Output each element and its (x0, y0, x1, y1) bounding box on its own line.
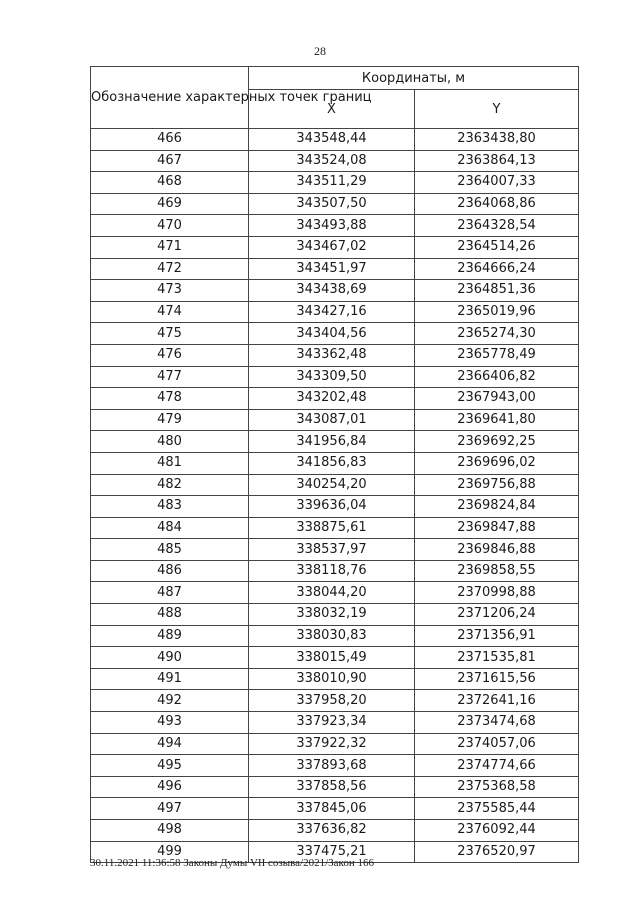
x-coordinate-cell: 343548,44 (249, 129, 415, 151)
point-id-cell: 470 (91, 215, 249, 237)
point-id-cell: 477 (91, 366, 249, 388)
x-coordinate-cell: 338537,97 (249, 539, 415, 561)
point-id-cell: 487 (91, 582, 249, 604)
point-id-cell: 480 (91, 431, 249, 453)
point-id-cell: 482 (91, 474, 249, 496)
table-row (91, 452, 579, 474)
y-coordinate-cell: 2369696,02 (415, 452, 579, 474)
point-id-cell: 496 (91, 776, 249, 798)
x-coordinate-cell: 343524,08 (249, 150, 415, 172)
table-row (91, 344, 579, 366)
point-id-cell: 493 (91, 712, 249, 734)
point-id-cell: 489 (91, 625, 249, 647)
y-coordinate-cell: 2364328,54 (415, 215, 579, 237)
table-row (91, 560, 579, 582)
table-row (91, 647, 579, 669)
point-id-cell: 497 (91, 798, 249, 820)
y-coordinate-cell: 2369847,88 (415, 517, 579, 539)
table-row (91, 668, 579, 690)
point-id-cell: 479 (91, 409, 249, 431)
y-coordinate-cell: 2365778,49 (415, 344, 579, 366)
table-body (91, 129, 579, 863)
x-coordinate-cell: 338044,20 (249, 582, 415, 604)
table-row (91, 690, 579, 712)
y-coordinate-cell: 2375368,58 (415, 776, 579, 798)
point-id-cell: 491 (91, 668, 249, 690)
y-coordinate-cell: 2364851,36 (415, 280, 579, 302)
y-coordinate-cell: 2371356,91 (415, 625, 579, 647)
x-header: X (249, 90, 415, 129)
point-id-cell: 468 (91, 172, 249, 194)
y-coordinate-cell: 2371615,56 (415, 668, 579, 690)
table-row (91, 798, 579, 820)
y-coordinate-cell: 2363438,80 (415, 129, 579, 151)
y-coordinate-cell: 2369824,84 (415, 496, 579, 518)
y-coordinate-cell: 2365274,30 (415, 323, 579, 345)
x-coordinate-cell: 340254,20 (249, 474, 415, 496)
table-row (91, 388, 579, 410)
footer-stamp: 30.11.2021 11:36:58 Законы Думы VII созыва/2021/Закон 166 (90, 857, 374, 869)
y-coordinate-cell: 2376520,97 (415, 841, 579, 863)
x-coordinate-cell: 343202,48 (249, 388, 415, 410)
table-row (91, 474, 579, 496)
x-coordinate-cell: 343309,50 (249, 366, 415, 388)
point-id-cell: 478 (91, 388, 249, 410)
x-coordinate-cell: 343451,97 (249, 258, 415, 280)
x-coordinate-cell: 343427,16 (249, 301, 415, 323)
table-row (91, 236, 579, 258)
point-id-cell: 467 (91, 150, 249, 172)
x-coordinate-cell: 343467,02 (249, 236, 415, 258)
table-header (91, 67, 579, 129)
point-id-cell: 469 (91, 193, 249, 215)
table-row (91, 150, 579, 172)
point-id-cell: 495 (91, 755, 249, 777)
point-id-cell: 472 (91, 258, 249, 280)
point-id-cell: 483 (91, 496, 249, 518)
x-coordinate-cell: 337636,82 (249, 820, 415, 842)
x-coordinate-cell: 338010,90 (249, 668, 415, 690)
coordinates-table (90, 66, 579, 863)
y-header: Y (415, 90, 579, 129)
y-coordinate-cell: 2369756,88 (415, 474, 579, 496)
point-id-cell: 490 (91, 647, 249, 669)
x-coordinate-cell: 337845,06 (249, 798, 415, 820)
point-id-cell: 499 (91, 841, 249, 863)
point-id-cell: 474 (91, 301, 249, 323)
table-row (91, 301, 579, 323)
table-row (91, 215, 579, 237)
x-coordinate-cell: 343438,69 (249, 280, 415, 302)
point-id-cell: 488 (91, 604, 249, 626)
y-coordinate-cell: 2374774,66 (415, 755, 579, 777)
x-coordinate-cell: 337922,32 (249, 733, 415, 755)
x-coordinate-cell: 337958,20 (249, 690, 415, 712)
x-coordinate-cell: 343493,88 (249, 215, 415, 237)
table-row (91, 496, 579, 518)
x-coordinate-cell: 338030,83 (249, 625, 415, 647)
table-row (91, 323, 579, 345)
table-row (91, 712, 579, 734)
y-coordinate-cell: 2365019,96 (415, 301, 579, 323)
point-id-cell: 471 (91, 236, 249, 258)
table-row (91, 582, 579, 604)
point-id-cell: 494 (91, 733, 249, 755)
x-coordinate-cell: 338015,49 (249, 647, 415, 669)
table-row (91, 539, 579, 561)
table-row (91, 755, 579, 777)
table-row (91, 172, 579, 194)
point-id-cell: 498 (91, 820, 249, 842)
point-id-cell: 466 (91, 129, 249, 151)
y-coordinate-cell: 2366406,82 (415, 366, 579, 388)
designation-header: Обозначение характерных точек границ (91, 67, 249, 129)
x-coordinate-cell: 337923,34 (249, 712, 415, 734)
x-coordinate-cell: 339636,04 (249, 496, 415, 518)
y-coordinate-cell: 2369846,88 (415, 539, 579, 561)
x-coordinate-cell: 337893,68 (249, 755, 415, 777)
point-id-cell: 473 (91, 280, 249, 302)
table-row (91, 625, 579, 647)
x-coordinate-cell: 341856,83 (249, 452, 415, 474)
x-coordinate-cell: 343362,48 (249, 344, 415, 366)
table-row (91, 733, 579, 755)
table-row (91, 820, 579, 842)
table-row (91, 193, 579, 215)
y-coordinate-cell: 2376092,44 (415, 820, 579, 842)
y-coordinate-cell: 2371206,24 (415, 604, 579, 626)
x-coordinate-cell: 337475,21 (249, 841, 415, 863)
point-id-cell: 486 (91, 560, 249, 582)
table-row (91, 431, 579, 453)
table-row (91, 258, 579, 280)
x-coordinate-cell: 338875,61 (249, 517, 415, 539)
x-coordinate-cell: 338118,76 (249, 560, 415, 582)
table-row (91, 517, 579, 539)
x-coordinate-cell: 338032,19 (249, 604, 415, 626)
y-coordinate-cell: 2369641,80 (415, 409, 579, 431)
point-id-cell: 475 (91, 323, 249, 345)
x-coordinate-cell: 341956,84 (249, 431, 415, 453)
x-coordinate-cell: 343507,50 (249, 193, 415, 215)
y-coordinate-cell: 2370998,88 (415, 582, 579, 604)
table-row (91, 776, 579, 798)
y-coordinate-cell: 2372641,16 (415, 690, 579, 712)
y-coordinate-cell: 2367943,00 (415, 388, 579, 410)
y-coordinate-cell: 2364068,86 (415, 193, 579, 215)
y-coordinate-cell: 2374057,06 (415, 733, 579, 755)
point-id-cell: 485 (91, 539, 249, 561)
table-row (91, 409, 579, 431)
x-coordinate-cell: 337858,56 (249, 776, 415, 798)
y-coordinate-cell: 2373474,68 (415, 712, 579, 734)
y-coordinate-cell: 2364007,33 (415, 172, 579, 194)
table-row (91, 129, 579, 151)
y-coordinate-cell: 2369692,25 (415, 431, 579, 453)
x-coordinate-cell: 343087,01 (249, 409, 415, 431)
point-id-cell: 484 (91, 517, 249, 539)
x-coordinate-cell: 343404,56 (249, 323, 415, 345)
table-row (91, 366, 579, 388)
x-coordinate-cell: 343511,29 (249, 172, 415, 194)
y-coordinate-cell: 2364666,24 (415, 258, 579, 280)
table-row (91, 280, 579, 302)
point-id-cell: 492 (91, 690, 249, 712)
page-number: 28 (314, 44, 326, 58)
coordinates-header: Координаты, м (249, 67, 579, 90)
y-coordinate-cell: 2375585,44 (415, 798, 579, 820)
y-coordinate-cell: 2369858,55 (415, 560, 579, 582)
y-coordinate-cell: 2364514,26 (415, 236, 579, 258)
point-id-cell: 481 (91, 452, 249, 474)
point-id-cell: 476 (91, 344, 249, 366)
y-coordinate-cell: 2363864,13 (415, 150, 579, 172)
table-row (91, 604, 579, 626)
y-coordinate-cell: 2371535,81 (415, 647, 579, 669)
